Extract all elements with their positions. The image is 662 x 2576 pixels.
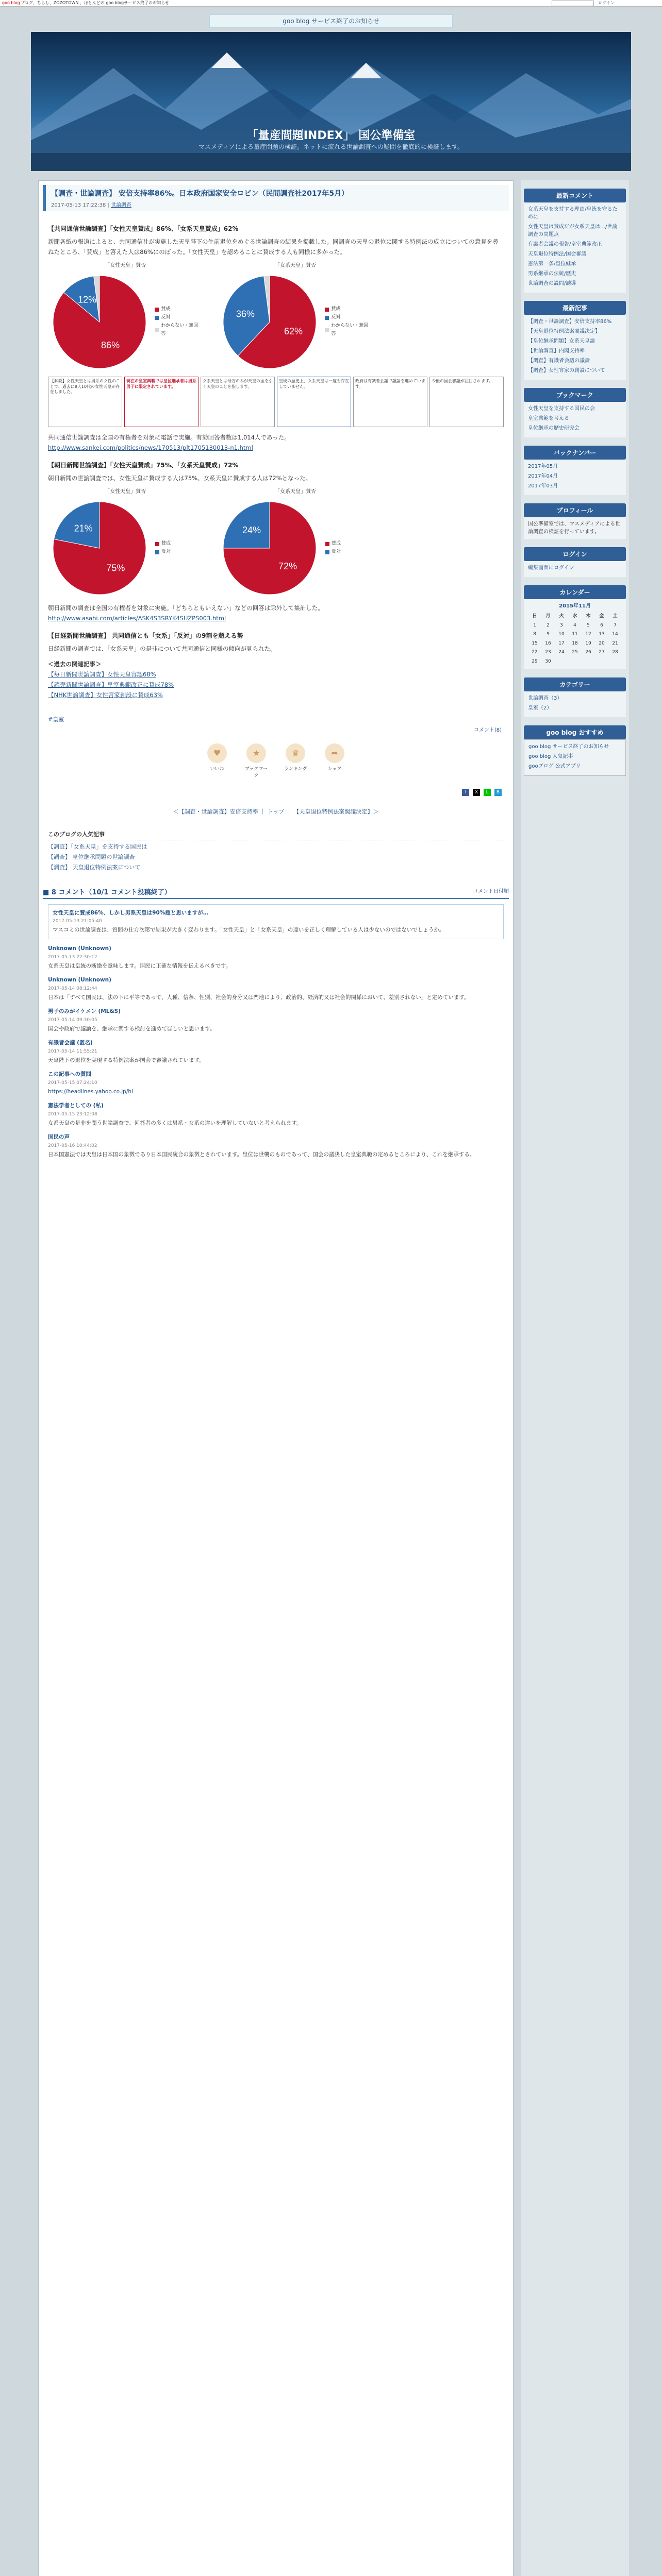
backnumber-item[interactable]: 2017年03月: [528, 483, 558, 489]
sidebar-heading: goo blog おすすめ: [524, 725, 626, 739]
post-date: 2017-05-13 17:22:38: [51, 202, 106, 208]
sidebar-content: [524, 739, 626, 776]
day: 27: [599, 650, 605, 655]
legend-swatch-red: [155, 308, 159, 312]
sidebar-heading: カレンダー: [524, 585, 626, 599]
sidebar-content: [524, 202, 626, 293]
paragraph: 新聞各紙の報道によると、共同通信社が実施した天皇陛下の生前退位をめぐる世論調査の結果を掲載した。同調査の天皇の退位に関する特例法の成立についての意見を尋ねたところ、「賛成」と答えた人は86%にのぼった。「女性天皇」を認めることに賛成する人も同様に多かった。: [48, 238, 499, 256]
comment-text: 女系天皇の是非を問う世論調査で、回答者の多くは男系・女系の違いを理解していないと考えられます。: [48, 1120, 302, 1126]
bookmark-item[interactable]: 皇位継承の歴史研究会: [528, 426, 580, 431]
comment-item: [48, 976, 504, 1002]
legend-item: [325, 540, 341, 548]
day: [568, 657, 582, 667]
weekday: 水: [572, 614, 577, 619]
profile: [524, 503, 626, 539]
weekday: 火: [559, 614, 564, 619]
recent-comment-item[interactable]: 男系継承の伝統/歴史: [528, 271, 576, 277]
line-icon[interactable]: L: [484, 789, 491, 796]
post-category-link[interactable]: 世論調査: [110, 202, 131, 208]
backnumber-item[interactable]: 2017年04月: [528, 473, 558, 479]
comment-author[interactable]: Unknown (Unknown): [48, 977, 111, 984]
sidebar-heading: カテゴリー: [524, 677, 626, 691]
action-label: ブックマーク: [244, 766, 268, 778]
day: 25: [572, 650, 578, 655]
legend-item: [325, 548, 341, 556]
pie-data-label: 24%: [242, 524, 261, 535]
chart-title: 「女系天皇」賛否: [275, 263, 316, 269]
crown-icon: ♛: [286, 743, 305, 763]
x-icon[interactable]: X: [473, 789, 480, 796]
day: 22: [532, 650, 538, 655]
service-notice-banner[interactable]: goo blog サービス終了のお知らせ: [209, 14, 453, 28]
sidebar: [521, 180, 629, 2576]
day: 7: [614, 622, 617, 628]
chart-title: 「女性天皇」賛否: [105, 489, 146, 495]
thumb-icon: ♥: [207, 743, 227, 763]
weekday: 金: [599, 614, 604, 619]
goo-item[interactable]: goo blog 人気記事: [528, 754, 573, 759]
post-meta: 2017-05-13 17:22:38 | 世論調査: [51, 202, 131, 208]
sidebar-heading: 最新記事: [524, 301, 626, 315]
share-button[interactable]: [321, 743, 348, 778]
sidebar-content: [524, 599, 626, 669]
comment-date: 2017-05-14 09:30:05: [48, 1018, 97, 1023]
day: [582, 657, 595, 667]
comment-author[interactable]: この記事への質問: [48, 1071, 91, 1078]
comment-date: 2017-05-15 23:12:08: [48, 1112, 97, 1117]
references-heading: ＜過去の関連記事＞: [48, 660, 102, 668]
day: 10: [558, 632, 565, 637]
ranking-button[interactable]: [282, 743, 309, 778]
popular-articles: [48, 830, 504, 871]
legend-label: わからない・無回答: [331, 323, 369, 336]
post-body: [39, 211, 513, 706]
day: [608, 657, 622, 667]
hatena-icon[interactable]: B: [494, 789, 502, 796]
comment-text: 日本国憲法では天皇は日本国の象徴であり日本国民統合の象徴とされています。皇位は世襲のものであって、国会の議決した皇室典範の定めるところにより、これを継承する。: [48, 1151, 475, 1158]
sidebar-content: [524, 402, 626, 437]
reference-link[interactable]: [48, 669, 504, 680]
recent-comment-item[interactable]: 世論調査の設問/誘導: [528, 281, 576, 286]
recent-comment-item[interactable]: 女性天皇は賛成だが女系天皇は…/世論調査の問題点: [528, 224, 618, 238]
chart-title: 「女性天皇」賛否: [105, 263, 146, 269]
pie-data-label: 62%: [284, 326, 303, 336]
legend-swatch-blue: [325, 550, 329, 554]
recent-comment-item[interactable]: 女系天皇を支持する理由/皇統を守るために: [528, 207, 618, 220]
calendar-month: 2015年11月: [559, 603, 591, 609]
recent-comment-item[interactable]: 天皇退位特例法/国会審議: [528, 251, 587, 257]
article-item[interactable]: 【皇位継承問題】女系天皇論: [528, 338, 595, 344]
popular-item[interactable]: 【調査】「女系天皇」を支持する国民は: [48, 843, 147, 850]
post-title[interactable]: 【調査・世論調査】 安倍支持率86%。日本政府国家安全ロビン（民間調査社2017年5月）: [51, 190, 349, 198]
chart-row-kyodo: [48, 261, 504, 374]
facebook-icon[interactable]: f: [462, 789, 469, 796]
paragraph: 共同通信世論調査は全国の有権者を対象に電話で実施。有効回答者数は1,014人であった。: [48, 433, 290, 441]
pie-svg: [48, 497, 151, 600]
pie-data-label: 72%: [278, 561, 297, 571]
article-item[interactable]: 【調査】女性宮家の創設について: [528, 368, 605, 374]
sidebar-content: 国公準備室では、マスメディアによる世論調査の検証を行っています。: [524, 517, 626, 539]
legend-swatch-red: [325, 542, 329, 546]
comment-sort[interactable]: コメント日付順: [473, 888, 509, 894]
action-label: ランキング: [284, 766, 307, 772]
comment-date: 2017-05-14 08:12:44: [48, 986, 97, 992]
source-link[interactable]: http://www.sankei.com/politics/news/170513/plt1705130013-n1.html: [48, 444, 253, 451]
comment-date: 2017-05-16 10:44:02: [48, 1143, 97, 1149]
prev-next-nav[interactable]: ＜【調査・世論調査】安倍支持率 ｜ トップ ｜ 【天皇退位特例法案閣議決定】＞: [173, 808, 379, 815]
day: 24: [558, 650, 565, 655]
paragraph: 朝日新聞の世論調査では、女性天皇に賛成する人は75%、女系天皇に賛成する人は72%となった。: [48, 474, 312, 482]
day: 23: [545, 650, 551, 655]
goo-item[interactable]: gooブログ 公式アプリ: [528, 764, 581, 769]
bookmark-item[interactable]: 皇室典範を考える: [528, 416, 569, 421]
legend-item: [325, 322, 373, 338]
pie-data-label: 75%: [106, 562, 125, 573]
blog-header: [31, 32, 631, 171]
article-item[interactable]: 【天皇退位特例法案閣議決定】: [528, 329, 600, 334]
legend-swatch-grey: [155, 328, 159, 332]
bookmark-icon: ★: [246, 743, 266, 763]
legend-swatch-red: [155, 542, 159, 546]
legend-label: 賛成: [161, 307, 171, 312]
legend-item: [155, 322, 203, 338]
weekday: 月: [545, 614, 551, 619]
day: 30: [545, 658, 551, 664]
day: [555, 657, 568, 667]
day: 2: [547, 622, 550, 628]
legend-item: [155, 540, 171, 548]
share-icon: ➦: [325, 743, 344, 763]
category-item[interactable]: 世論調査（3）: [528, 696, 562, 701]
notes-grid: [48, 377, 504, 427]
login-link[interactable]: ログイン: [598, 1, 615, 5]
comment-item: [48, 1133, 504, 1159]
comment-date: 2017-05-13 22:30:12: [48, 955, 97, 960]
day: [595, 657, 608, 667]
source-link[interactable]: http://www.asahi.com/articles/ASK4S3SRYK4SUZPS003.html: [48, 614, 226, 622]
blog-description: マスメディアによる量産問題の検証。ネットに流れる世論調査への疑問を徹底的に検証します。: [198, 143, 464, 150]
day: 29: [532, 658, 538, 664]
section-heading-kyodo: 【共同通信世論調査】「女性天皇賛成」86%、「女系天皇賛成」62%: [48, 225, 239, 232]
weekday: 土: [613, 614, 618, 619]
legend-swatch-blue: [325, 316, 329, 320]
pie-chart-1: [48, 261, 203, 374]
paragraph: 朝日新聞の調査は全国の有権者を対象に実施。「どちらともいえない」などの回答は除外して集計した。: [48, 604, 324, 612]
popular-item[interactable]: 【調査】 天皇退位特例法案について: [48, 863, 141, 871]
bookmark-button[interactable]: [243, 743, 270, 778]
note-box: 現在の皇室典範では皇位継承者は男系男子に限定されています。: [124, 377, 198, 427]
comments-title: 8 コメント（10/1 コメント投稿終了）: [51, 888, 171, 896]
day: 15: [532, 640, 538, 646]
like-button[interactable]: [204, 743, 230, 778]
pie-svg: [48, 270, 151, 374]
comment-text: マスコミの世論調査は、質問の仕方次第で結果が大きく変わります。「女性天皇」と「女系天皇」の違いを正しく理解している人は少ないのではないでしょうか。: [53, 926, 445, 933]
ref-link[interactable]: 【毎日新聞世論調査】女性天皇容認68%: [48, 671, 156, 679]
comment-author[interactable]: 女性天皇に賛成86%、しかし男系天皇は90%超と思いますが…: [53, 909, 209, 916]
sidebar-content: [524, 315, 626, 380]
pie-data-label: 12%: [78, 294, 97, 305]
pie-svg: [218, 497, 321, 600]
legend-item: [155, 548, 171, 556]
recent-articles: [524, 301, 626, 380]
note-box: 皇統の歴史上、女系天皇は一度も存在していません。: [277, 377, 351, 427]
reference-link[interactable]: [48, 690, 504, 700]
comment-author[interactable]: 憲法学者としての (私): [48, 1103, 104, 1109]
section-heading-asahi: 【朝日新聞世論調査】「女性天皇賛成」75%、「女系天皇賛成」72%: [48, 462, 239, 469]
article-item[interactable]: 【世論調査】内閣支持率: [528, 348, 585, 354]
day: 20: [599, 640, 605, 646]
share-icons: [50, 789, 502, 796]
post-actions: [39, 743, 513, 778]
sidebar-content: [524, 561, 626, 577]
top-bar: [0, 0, 662, 7]
sidebar-content: [524, 691, 626, 717]
recent-comment-item[interactable]: 有識者会議の報告/皇室典範改正: [528, 242, 602, 247]
blog-title[interactable]: 「量産間題INDEX」 国公準備室: [246, 129, 416, 142]
backnumber: [524, 446, 626, 495]
day: 5: [587, 622, 590, 628]
legend-swatch-blue: [155, 550, 159, 554]
note-box: 【解説】女性天皇とは男系の女性のことで、過去に8人10代の女性天皇が存在しました。: [48, 377, 122, 427]
day: 3: [560, 622, 563, 628]
day: 11: [572, 632, 578, 637]
section-heading-nikkei: 【日経新聞世論調査】 共同通信とも「女系」「反対」の9割を超える勢: [48, 632, 243, 639]
day: 12: [585, 632, 591, 637]
sidebar-heading: プロフィール: [524, 503, 626, 517]
legend-label: わからない・無回答: [161, 323, 198, 336]
sidebar-heading: バックナンバー: [524, 446, 626, 460]
comment-author[interactable]: 国民の声: [48, 1134, 70, 1141]
login-link[interactable]: 編集画面にログイン: [528, 565, 574, 571]
top-links[interactable]: ブログ、ちらし、ZOZOTOWN 、ほとんどの goo blogサービス終了のお知らせ: [21, 1, 169, 5]
comment-date: 2017-05-15 07:24:10: [48, 1080, 97, 1086]
day: 6: [600, 622, 603, 628]
tag-link[interactable]: #皇室: [48, 716, 64, 723]
comment-date: 2017-05-14 11:55:21: [48, 1049, 97, 1055]
comment-date: 2017-05-13 21:05:40: [53, 919, 102, 924]
comment-icon: ■: [43, 888, 49, 896]
ref-link[interactable]: 【読売新聞世論調査】皇室典範改正に賛成78%: [48, 681, 174, 689]
bookmark-item[interactable]: 女性天皇を支持する国民の会: [528, 406, 595, 412]
pie-data-label: 36%: [236, 309, 255, 319]
chart-legend: [155, 540, 171, 556]
legend-item: [155, 314, 203, 322]
action-label: いいね: [210, 766, 224, 772]
comment-author[interactable]: Unknown (Unknown): [48, 945, 111, 952]
day: 4: [573, 622, 576, 628]
action-label: シェア: [327, 766, 342, 772]
goo-item[interactable]: goo blog サービス終了のお知らせ: [528, 744, 609, 750]
calendar-table: [528, 612, 622, 666]
comment-item: [48, 1070, 504, 1096]
pie-chart-3: [48, 487, 203, 600]
comment-item: [48, 1039, 504, 1065]
legend-item: [155, 306, 203, 314]
day: 9: [547, 632, 550, 637]
day: 13: [599, 632, 605, 637]
comment-count-link[interactable]: コメント(8): [473, 727, 502, 733]
login-box: [524, 547, 626, 577]
note-box: 女系天皇とは母方のみが天皇の血を引く天皇のことを指します。: [201, 377, 275, 427]
legend-label: 賛成: [161, 540, 171, 546]
categories: [524, 677, 626, 717]
comment-text: 日本は「すべて国民は、法の下に平等であって、人種、信条、性別、社会的身分又は門地により、政治的、経済的又は社会的関係において、差別されない」と定めています。: [48, 994, 470, 1001]
note-box: 政府は有識者会議で議論を進めています。: [353, 377, 427, 427]
comment-author[interactable]: 有識者会議 (匿名): [48, 1040, 93, 1046]
pie-svg: [218, 270, 321, 374]
recent-comment-item[interactable]: 憲法第一条/皇位継承: [528, 261, 576, 267]
legend-label: 反対: [161, 315, 171, 320]
comment-item: [48, 904, 504, 940]
pie-chart-4: [218, 487, 373, 600]
popular-heading: このブログの人気記事: [48, 830, 504, 840]
day: 18: [572, 640, 578, 646]
day: 8: [533, 632, 536, 637]
comment-list: [39, 904, 513, 1160]
legend-item: [325, 314, 373, 322]
legend-item: [325, 306, 373, 314]
chart-legend: [155, 306, 203, 338]
paragraph: 日経新聞の調査では、「女系天皇」の是非について共同通信と同様の傾向が見られた。: [48, 645, 276, 652]
tag-list: [48, 715, 504, 723]
legend-swatch-red: [325, 308, 329, 312]
legend-label: 賛成: [332, 540, 341, 546]
popular-item[interactable]: 【調査】 皇位継承問題の世論調査: [48, 853, 135, 860]
note-box: 今後の国会審議が注目されます。: [429, 377, 504, 427]
legend-label: 反対: [161, 549, 171, 554]
sidebar-heading: 最新コメント: [524, 189, 626, 202]
reference-link[interactable]: [48, 680, 504, 690]
comment-text: 女系天皇は皇統の断絶を意味します。国民に正確な情報を伝えるべきです。: [48, 962, 231, 969]
day: 16: [545, 640, 551, 646]
chart-legend: [325, 540, 341, 556]
post-header: [43, 185, 509, 211]
pie-data-label: 86%: [101, 340, 120, 350]
article-item[interactable]: 【調査・世論調査】安倍支持率86%: [528, 319, 612, 325]
comment-author[interactable]: 男子のみがイケメン (ML&S): [48, 1008, 121, 1015]
day: 21: [612, 640, 618, 646]
ref-link[interactable]: 【NHK世論調査】女性宮家創設に賛成63%: [48, 691, 163, 699]
comments-heading: [43, 887, 509, 899]
day: 1: [533, 622, 536, 628]
chart-legend: [325, 306, 373, 338]
legend-swatch-blue: [155, 316, 159, 320]
day: 26: [585, 650, 591, 655]
comment-item: [48, 1101, 504, 1128]
search-input[interactable]: [552, 1, 594, 6]
comment-item: [48, 944, 504, 971]
backnumber-item[interactable]: 2017年05月: [528, 464, 558, 469]
sidebar-heading: ブックマーク: [524, 388, 626, 402]
comment-text: 天皇陛下の退位を実現する特例法案が国会で審議されています。: [48, 1057, 205, 1063]
comment-text: 国会や政府で議論を、継承に関する検討を進めてほしいと思います。: [48, 1025, 216, 1032]
chart-row-asahi: [48, 487, 504, 600]
goo-recommend: [524, 725, 626, 776]
weekday: 木: [586, 614, 591, 619]
day: 28: [612, 650, 618, 655]
weekday: 日: [532, 614, 537, 619]
article-item[interactable]: 【調査】有識者会議の議論: [528, 358, 590, 364]
pie-chart-2: [218, 261, 373, 374]
day: 14: [612, 632, 618, 637]
legend-label: 反対: [332, 549, 341, 554]
recent-comments: [524, 189, 626, 293]
chart-title: 「女系天皇」賛否: [275, 489, 316, 495]
bookmarks: [524, 388, 626, 437]
day: 19: [585, 640, 591, 646]
calendar: [524, 585, 626, 669]
comment-text[interactable]: https://headlines.yahoo.co.jp/hl: [48, 1088, 133, 1095]
day: 17: [558, 640, 565, 646]
sidebar-heading: ログイン: [524, 547, 626, 561]
legend-swatch-grey: [325, 328, 329, 332]
sidebar-content: [524, 460, 626, 495]
goo-logo[interactable]: goo blog: [2, 1, 20, 5]
category-item[interactable]: 皇室（2）: [528, 705, 552, 711]
legend-label: 反対: [331, 315, 341, 320]
main-content: [38, 180, 514, 2576]
pie-data-label: 21%: [74, 523, 93, 534]
legend-label: 賛成: [331, 307, 341, 312]
comment-item: [48, 1007, 504, 1033]
